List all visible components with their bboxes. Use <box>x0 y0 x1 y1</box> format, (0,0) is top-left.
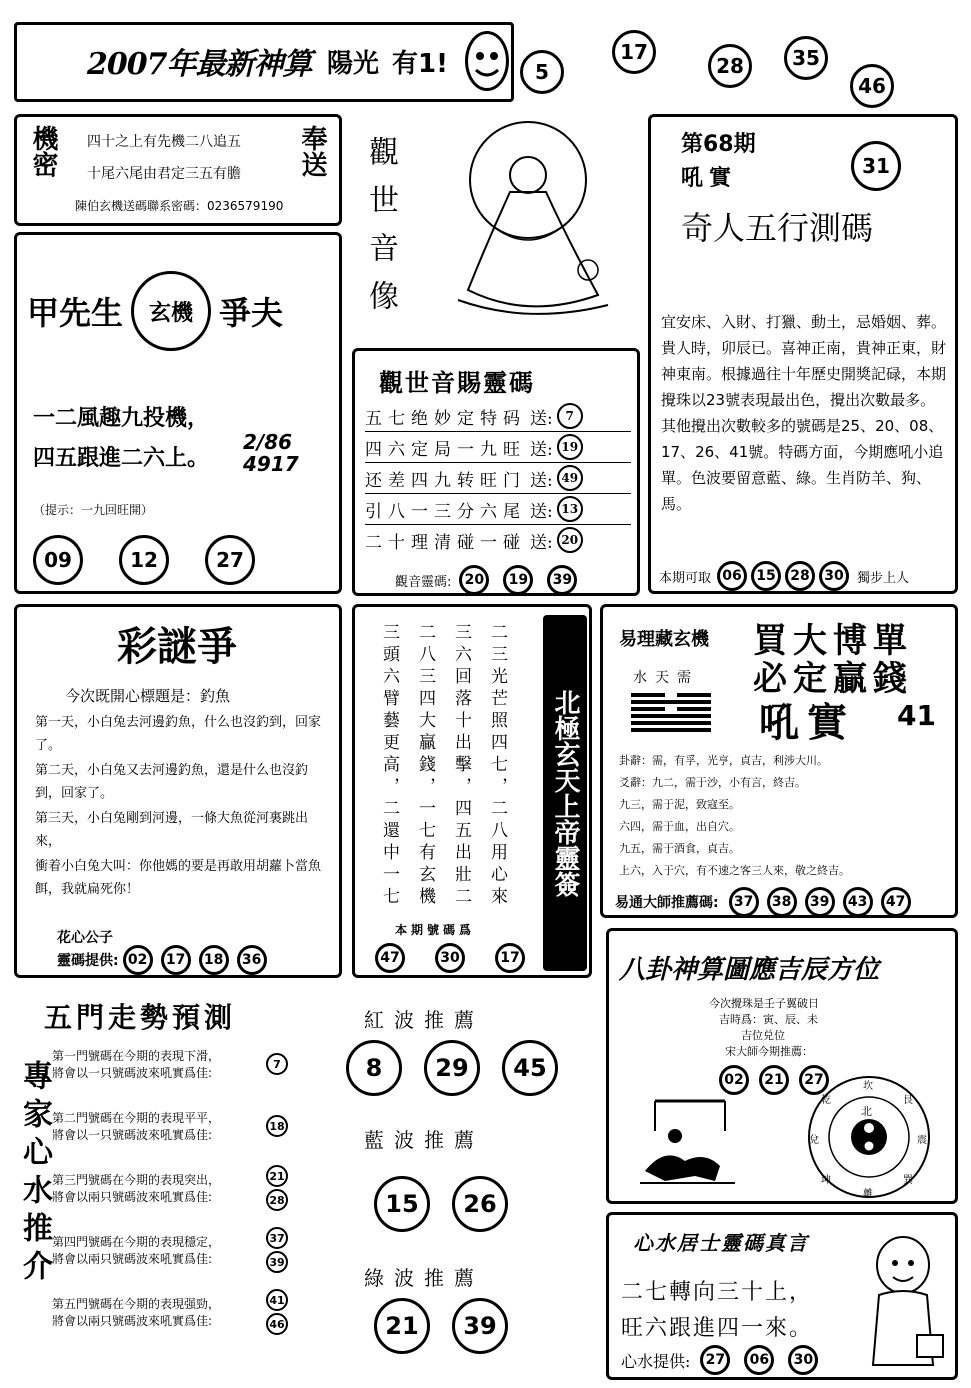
mr-jia-title-mid: 玄機 <box>131 271 211 351</box>
green-wave-ball: 21 <box>374 1298 430 1354</box>
lingma-rows <box>365 401 631 555</box>
bagua-dir: 離 <box>863 1189 873 1200</box>
yili-big-label: 吼實 <box>759 700 855 746</box>
issue-footer-label: 本期可取 <box>659 570 712 586</box>
wumen-title: 五門走勢預測 <box>44 1001 237 1034</box>
red-wave-ball: 29 <box>424 1040 480 1096</box>
bagua-box <box>606 928 958 1204</box>
issue-footer <box>659 561 955 591</box>
wumen-row: 第四門號碼在今期的表現穩定， 將會以兩只號碼波來吼實爲佳: 37 39 <box>52 1232 288 1268</box>
mr-jia-title <box>27 271 283 351</box>
gift-contact: 陳伯玄機送碼聯系密碼：0236579190 <box>75 199 284 213</box>
caimi-provider-1: 花心公子 <box>57 930 113 946</box>
xinshui-ball: 06 <box>744 1345 774 1375</box>
green-wave-ball: 39 <box>452 1298 508 1354</box>
xinshui-line-2: 旺六跟進四一來。 <box>621 1316 814 1341</box>
bagua-dir: 震 <box>917 1135 927 1146</box>
header-sun-label: 陽光 <box>327 49 380 79</box>
gift-right-label: 奉送 <box>297 125 327 177</box>
issue-footer-ball: 30 <box>819 561 849 591</box>
issue-ball: 31 <box>851 141 901 191</box>
xinshui-line-1: 二七轉向三十上， <box>621 1280 814 1305</box>
blue-wave-ball: 15 <box>374 1176 430 1232</box>
bagua-dir: 艮 <box>903 1095 913 1106</box>
header-banner <box>14 22 514 102</box>
header-ball-5: 46 <box>850 64 894 108</box>
mr-jia-title-left: 甲先生 <box>27 294 124 332</box>
bagua-dir: 巽 <box>903 1175 913 1186</box>
header-title: 2007年最新神算 <box>87 47 312 82</box>
blue-wave-ball: 26 <box>452 1176 508 1232</box>
issue-footer-note: 獨步上人 <box>857 570 910 586</box>
caimi-title: 彩謎爭 <box>117 623 237 670</box>
yili-ball: 43 <box>843 887 873 917</box>
yili-footer <box>615 887 915 917</box>
caimi-heading: 今次既開心標題是：釣魚 <box>65 687 231 705</box>
yili-line: 九五，需于酒食，貞吉。 <box>619 842 740 855</box>
header-ball-3: 28 <box>708 44 752 88</box>
mr-jia-box <box>14 232 342 594</box>
yili-line: 六四，需于血，出自穴。 <box>619 820 740 833</box>
poem-column: 二八三四大贏錢，一七有玄機 <box>415 623 435 909</box>
caimi-footer <box>57 945 271 975</box>
bagua-ball: 27 <box>799 1065 829 1095</box>
lingma-footer-label: 觀音靈碼: <box>395 574 452 590</box>
poem-column: 二三光芒照四七，二八用心來 <box>487 623 507 909</box>
red-wave-ball: 45 <box>502 1040 558 1096</box>
issue-box <box>648 114 958 594</box>
mr-jia-ball: 09 <box>33 535 83 585</box>
issue-footer-ball: 15 <box>751 561 781 591</box>
wumen-row: 第二門號碼在今期的表現平平， 將會以一只號碼波來吼實爲佳: 18 <box>52 1108 288 1144</box>
xinshui-title: 心水居士靈碼真言 <box>633 1231 809 1255</box>
xinshui-box <box>606 1212 958 1380</box>
lingma-row: 还差四九转旺门 送: 49 <box>365 463 631 494</box>
horseman-illustration-icon <box>625 1091 745 1191</box>
bagua-line-2: 吉時爲：寅、辰、未 <box>719 1013 818 1026</box>
bagua-line-3: 吉位兑位 <box>741 1029 785 1042</box>
bagua-title: 八卦神算圖應吉辰方位 <box>619 955 880 985</box>
lingma-title: 觀世音賜靈碼 <box>379 369 535 397</box>
yili-headline-1: 買大博單 <box>753 621 913 661</box>
lingma-row: 引八一三分六尾 送: 13 <box>365 494 631 525</box>
header-ball-4: 35 <box>784 36 828 80</box>
poem-box <box>352 604 592 978</box>
gift-line-1: 四十之上有先機二八追五 <box>87 134 241 150</box>
xinshui-ball: 30 <box>788 1345 818 1375</box>
bagua-ball: 21 <box>759 1065 789 1095</box>
wumen-side: 專家心水推介 <box>17 1060 52 1288</box>
poem-footer <box>375 943 529 973</box>
caimi-paragraph: 第二天，小白兔又去河邊釣魚，還是什么也沒釣到，回家了。 <box>35 763 309 801</box>
lingma-footer-ball: 20 <box>459 565 489 595</box>
red-wave-balls <box>346 1040 580 1096</box>
bagua-line-4: 宋大師今期推薦： <box>725 1045 813 1058</box>
issue-footer-ball: 06 <box>717 561 747 591</box>
bagua-center: 北 <box>861 1105 872 1118</box>
caimi-paragraph: 衝着小白兔大叫：你他媽的要是再敢用胡蘿卜當魚餌，我就扁死你！ <box>35 859 322 897</box>
header-ball-1: 5 <box>520 50 564 94</box>
yili-headline-2: 必定贏錢 <box>753 659 913 699</box>
issue-body: 宜安床、入財、打獵、動土，忌婚姻、葬。貴人時，卯辰已。喜神正南，貴神正東，財神東南。根據過往十年歷史開獎記碌，本期攪珠以23號表現最出色，攪出次數最多。其他攪出次數較多的號碼是25、20、08、17、26、41號。特碼方面，今期應吼小追單。色波要留意藍、綠。生肖防羊、狗、馬。 <box>661 313 947 513</box>
xinshui-ball: 27 <box>700 1345 730 1375</box>
wumen-row: 第一門號碼在今期的表現下滑， 將會以一只號碼波來吼實爲佳: 7 <box>52 1046 288 1082</box>
gift-left-label: 機密 <box>28 125 58 177</box>
bagua-dir: 坤 <box>821 1175 831 1186</box>
lingma-row: 二十理清碰一碰 送: 20 <box>365 525 631 555</box>
poem-ball: 47 <box>375 943 405 973</box>
caimi-paragraph: 第三天，小白兔剛到河邊，一條大魚從河裏跳出來， <box>35 811 309 849</box>
wumen-row: 第三門號碼在今期的表現突出， 將會以兩只號碼波來吼實爲佳: 21 28 <box>52 1170 288 1206</box>
caimi-box <box>14 604 342 978</box>
yili-ball: 37 <box>729 887 759 917</box>
poem-side-title: 北極玄天上帝靈簽 <box>543 615 587 971</box>
poem-ball: 30 <box>435 943 465 973</box>
mr-jia-scribble: 2/86 4917 <box>243 430 299 476</box>
wumen-row: 第五門號碼在今期的表現强勁， 將會以兩只號碼波來吼實爲佳: 41 46 <box>52 1294 288 1330</box>
lingma-footer <box>395 565 581 595</box>
caimi-provider-2: 靈碼提供: <box>57 953 119 969</box>
smiley-face-icon <box>465 31 509 91</box>
bagua-dir: 坎 <box>863 1081 873 1092</box>
poem-column: 三六回落十出擊，四五出壯二 <box>451 623 471 909</box>
guanyin-vertical-title: 觀世音像 <box>363 136 398 328</box>
mr-jia-title-right: 爭夫 <box>219 294 284 332</box>
gift-box <box>14 114 342 226</box>
yili-gua-name: 水天需 <box>633 670 699 686</box>
yili-label: 易理藏玄機 <box>619 629 709 650</box>
caimi-ball: 36 <box>237 945 267 975</box>
issue-label: 吼實 <box>681 166 738 191</box>
poem-column: 三頭六臂藝更高，二還中一七 <box>379 623 399 909</box>
mr-jia-ball: 27 <box>205 535 255 585</box>
blue-wave-label: 藍波推薦 <box>364 1128 484 1152</box>
guanyin-panel <box>350 110 640 340</box>
issue-footer-ball: 28 <box>785 561 815 591</box>
red-wave-ball: 8 <box>346 1040 402 1096</box>
yili-lines <box>619 751 955 883</box>
yili-line: 爻辭：九二，需于沙，小有言，終吉。 <box>619 776 806 789</box>
yili-ball: 39 <box>805 887 835 917</box>
xinshui-footer <box>621 1345 822 1375</box>
caimi-ball: 18 <box>199 945 229 975</box>
xinshui-provider: 心水提供: <box>621 1351 691 1371</box>
mr-jia-balls <box>33 535 277 585</box>
guanyin-illustration-icon <box>428 120 628 330</box>
header-ball-2: 17 <box>612 30 656 74</box>
poem-columns <box>371 623 515 923</box>
monk-cartoon-icon <box>861 1235 951 1375</box>
bagua-dir: 乾 <box>821 1095 831 1106</box>
caimi-ball: 17 <box>161 945 191 975</box>
caimi-ball: 02 <box>123 945 153 975</box>
yili-line: 卦辭：需，有孚，光亨，貞吉，利涉大川。 <box>619 754 828 767</box>
mr-jia-line-2: 四五跟進二六上。 <box>33 446 210 471</box>
mr-jia-line-1: 一二風趣九投機， <box>33 406 210 431</box>
yili-ball: 47 <box>881 887 911 917</box>
yili-big-num: 41 <box>897 699 936 732</box>
lingma-footer-ball: 39 <box>547 565 577 595</box>
gift-line-2: 十尾六尾由君定三五有膽 <box>87 166 241 182</box>
yili-box <box>600 604 958 918</box>
yili-line: 九三，需于泥，致寇至。 <box>619 798 740 811</box>
yili-line: 上六，入于穴，有不速之客三人來，敬之終吉。 <box>619 864 850 877</box>
bagua-ball: 02 <box>719 1065 749 1095</box>
yili-ball: 38 <box>767 887 797 917</box>
bagua-wheel <box>805 1073 933 1201</box>
wumen-rows <box>52 1046 288 1330</box>
waves-section <box>330 1000 570 1380</box>
caimi-paragraph: 第一天，小白兔去河邊釣魚，什么也沒釣到，回家了。 <box>35 715 322 753</box>
red-wave-label: 紅波推薦 <box>364 1008 484 1032</box>
green-wave-label: 綠波推薦 <box>364 1266 484 1290</box>
issue-number: 第68期 <box>681 132 756 157</box>
caimi-story <box>35 711 331 903</box>
lingma-row: 四六定局一九旺 送: 19 <box>365 432 631 463</box>
poem-ball: 17 <box>495 943 525 973</box>
bagua-dir: 兌 <box>809 1135 819 1146</box>
green-wave-balls <box>374 1298 530 1354</box>
header-slogan: 有1! <box>392 49 448 79</box>
mr-jia-ball: 12 <box>119 535 169 585</box>
poem-footer-label: 本期號碼爲 <box>395 923 476 937</box>
lingma-box <box>352 348 640 596</box>
bagua-line-1: 今次攪珠是壬子翼破日 <box>709 997 819 1010</box>
issue-title: 奇人五行測碼 <box>681 209 874 247</box>
yili-footer-label: 易通大師推薦碼: <box>615 895 719 911</box>
hexagram-icon <box>631 693 711 733</box>
blue-wave-balls <box>374 1176 530 1232</box>
lingma-row: 五七绝妙定特码 送: 7 <box>365 401 631 432</box>
lingma-footer-ball: 19 <box>503 565 533 595</box>
mr-jia-hint: （提示：一九回旺開） <box>33 503 154 517</box>
